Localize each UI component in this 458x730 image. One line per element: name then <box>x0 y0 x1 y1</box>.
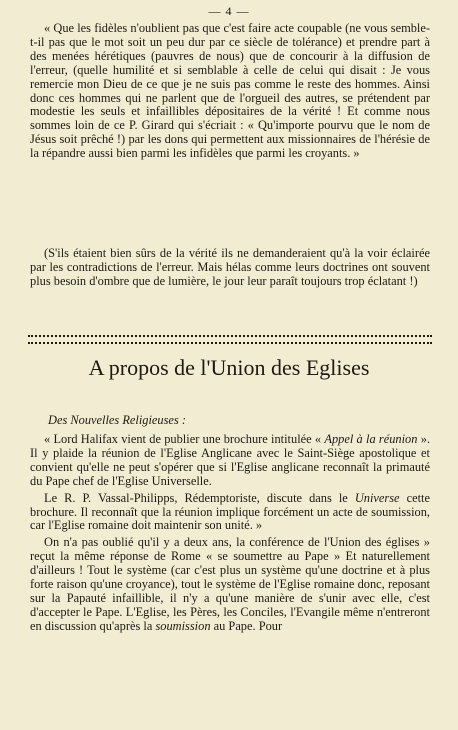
text-run: « Lord Halifax vient de publier une brochure intitulée « <box>44 432 325 446</box>
article-body <box>30 433 430 637</box>
section-divider <box>28 335 432 344</box>
article-paragraph <box>30 536 430 633</box>
emphasis-run: Universe <box>354 490 400 505</box>
text-run: cette brochure. Il reconnaît que la réunion implique forcément un acte de soumission, car l'Eglise romaine doit maintenir son unité. » <box>30 490 430 533</box>
article-title: A propos de l'Union des Eglises <box>88 355 370 380</box>
source-line: Des Nouvelles Religieuses : <box>48 413 186 427</box>
article-paragraph <box>30 433 430 489</box>
quote-block <box>30 22 430 161</box>
emphasis-run: soumission <box>155 618 211 633</box>
text-run: On n'a pas oublié qu'il y a deux ans, la conférence de l'Union des églises » reçut la même réponse de Rome « se soumettre au Pape » Et naturellement d'ailleurs ! Tout le système (car c'est plus un système qu'une doctrine et à plus forte raison qu'une croyance), tout le système de l'Eglise romaine donc, reposant sur la Papauté infaillible, il n'y a qu'une manière de s'unir avec elle, c'est d'accepter le Pape. L'Eglise, les Pères, les Conciles, l'Evangile même n'entreront en discussion qu'après la <box>30 535 430 633</box>
text-run: ». Il y plaide la réunion de l'Eglise Anglicane avec le Saint-Siège apostolique et convient qu'elle ne peut s'opérer que si l'Eglise anglicane reconnaît la primauté du Pape chef de l'Eglise Universelle. <box>30 432 431 488</box>
text-run: Le R. P. Vassal-Philipps, Rédemptoriste, discute dans le <box>44 490 355 505</box>
text-run: au Pape. Pour <box>210 618 283 633</box>
article-paragraph <box>30 492 430 534</box>
page-number: — 4 — <box>208 4 250 18</box>
note-paragraph: (S'ils étaient bien sûrs de la vérité ils ne demanderaient qu'à la voir éclairée par les contradictions de l'erreur. Mais hélas comme leurs doctrines ont souvent plus besoin d'ombre que de lumière, le jour leur paraît toujours trop éclatant !) <box>30 246 430 288</box>
emphasis-run: Appel à la réunion <box>324 432 418 446</box>
note-block <box>30 247 430 289</box>
quote-paragraph: « Que les fidèles n'oublient pas que c'est faire acte coupable (ne vous semble-t-il pas que le mot soit un peu dur par ce siècle de tolérance) et prendre part à des menées hérétiques (pauvres de nous) que de concourir à la diffusion de l'erreur, (quelle humilité et si semblable à celle de celui qui disait : Je vous remercie mon Dieu de ce que je ne suis pas comme le reste des hommes. Ainsi donc ces hommes qui ne parlent que de l'orgueil des autres, se prétendent par modestie les seuls et infaillibles dépositaires de la vérité ! Et comme nous sommes loin de ce P. Girard qui s'écriait : « Qu'importe pourvu que le nom de Jésus soit prêché !) par les dons qui permettent aux missionnaires de l'hérésie de la répandre aussi bien parmi les infidèles que parmi les croyants. » <box>30 21 430 161</box>
